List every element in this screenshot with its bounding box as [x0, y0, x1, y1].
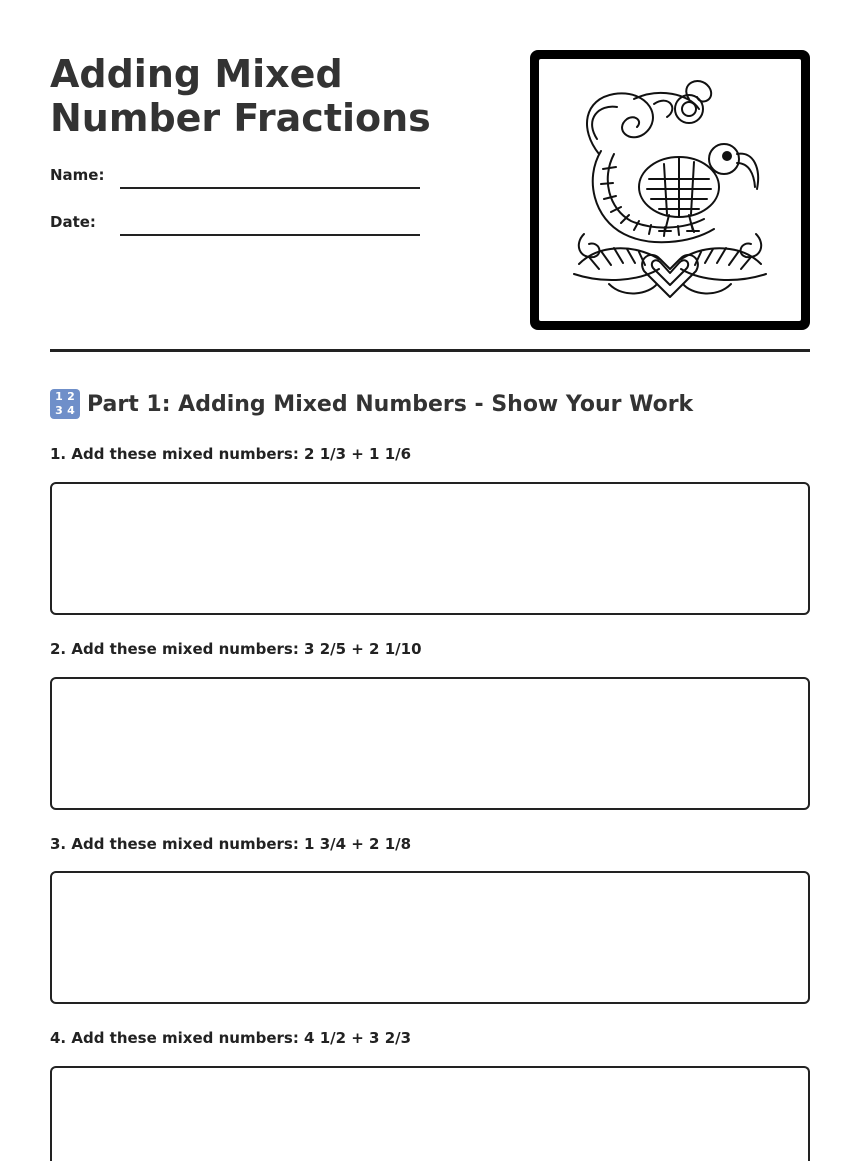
question-2: 2. Add these mixed numbers: 3 2/5 + 2 1/10: [50, 640, 422, 658]
question-3: 3. Add these mixed numbers: 1 3/4 + 2 1/8: [50, 835, 412, 853]
icon-digit: 1: [55, 390, 63, 403]
name-label: Name:: [50, 166, 105, 184]
question-1: 1. Add these mixed numbers: 2 1/3 + 1 1/6: [50, 445, 412, 463]
illustration-frame: [530, 50, 810, 330]
input-numbers-icon: [50, 389, 80, 419]
icon-digit: 3: [55, 404, 63, 417]
answer-box-2[interactable]: [50, 677, 810, 810]
worksheet-title: Adding Mixed Number Fractions: [50, 52, 431, 140]
kiwi-bird-illustration: [539, 59, 801, 321]
part1-title: Part 1: Adding Mixed Numbers - Show Your Work: [87, 391, 694, 417]
icon-digit: 4: [67, 404, 75, 417]
name-field[interactable]: [120, 187, 420, 189]
date-field[interactable]: [120, 234, 420, 236]
header-divider: [50, 349, 810, 352]
part1-heading: [50, 387, 693, 421]
answer-box-1[interactable]: [50, 482, 810, 615]
answer-box-3[interactable]: [50, 871, 810, 1004]
icon-digit: 2: [67, 390, 75, 403]
answer-box-4[interactable]: [50, 1066, 810, 1161]
date-label: Date:: [50, 213, 96, 231]
question-4: 4. Add these mixed numbers: 4 1/2 + 3 2/3: [50, 1029, 412, 1047]
